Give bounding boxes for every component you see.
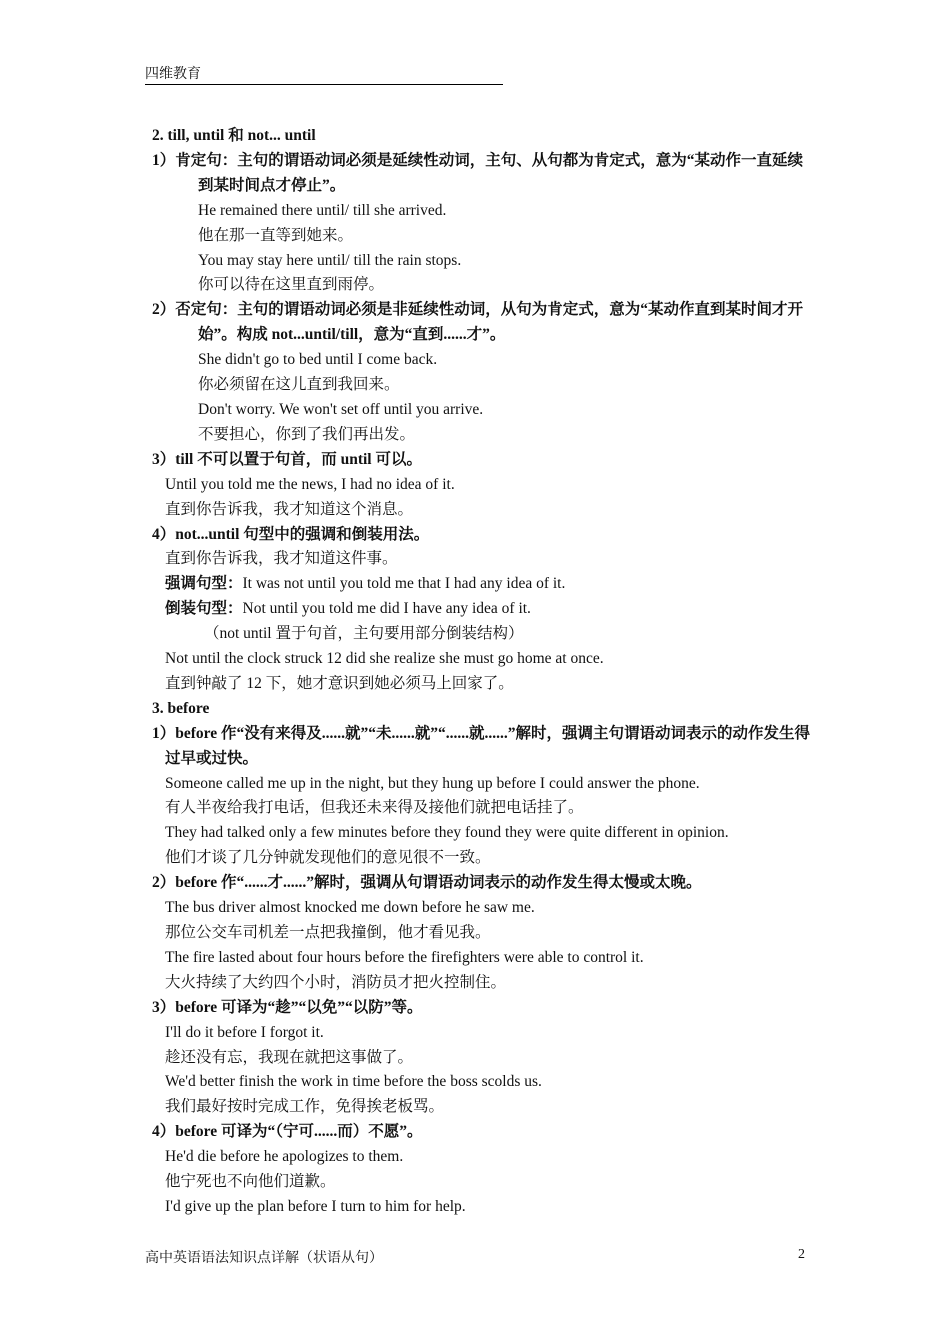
section-heading: 4）before 可译为“（宁可......而）不愿”。 [152,1123,423,1141]
text-line: You may stay here until/ till the rain stops. [198,251,462,269]
text-line: I'd give up the plan before I turn to him for help. [165,1197,466,1215]
text-line: 大火持续了大约四个小时，消防员才把火控制住。 [165,973,507,991]
text-line: The fire lasted about four hours before the firefighters were able to control it. [165,948,644,966]
pattern-label: 倒装句型： [165,600,243,618]
text-line: 你可以待在这里直到雨停。 [198,276,385,294]
text-line [152,572,812,597]
page-number: 2 [798,1247,805,1262]
section-heading: 2. till, until 和 not... until [152,127,316,144]
text-line: Until you told me the news, I had no idea of it. [165,475,455,493]
text-line: 他在那一直等到她来。 [198,226,354,244]
section-heading: 1）肯定句：主句的谓语动词必须是延续性动词，主句、从句都为肯定式，意为“某动作一直延续到某时间点才停止”。 [152,151,804,194]
document-body [152,124,812,1220]
section-heading: 3）before 可译为“趁”“以免”“以防”等。 [152,998,423,1016]
text-line: （not until 置于句首，主句要用部分倒装结构） [204,625,524,643]
header-org: 四维教育 [145,67,201,82]
text-line: He remained there until/ till she arrived. [198,201,447,219]
text-line: 不要担心，你到了我们再出发。 [198,425,416,443]
section-heading: 1）before 作“没有来得及......就”“未......就”“......就......”解时，强调主句谓语动词表示的动作发生得过早或过快。 [152,724,811,767]
section-heading: 2）否定句：主句的谓语动词必须是非延续性动词，从句为肯定式，意为“某动作直到某时间才开始”。构成 not...until/till，意为“直到......才”。 [152,301,804,344]
text-line: 我们最好按时完成工作，免得挨老板骂。 [165,1098,445,1116]
text-line: 直到你告诉我，我才知道这个消息。 [165,500,414,518]
text-line: They had talked only a few minutes before they found they were quite different in opinion. [165,824,729,842]
text-line: She didn't go to bed until I come back. [198,351,438,369]
text-line: The bus driver almost knocked me down before he saw me. [165,899,535,917]
section-heading: 3）till 不可以置于句首，而 until 可以。 [152,450,422,468]
section-heading: 3. before [152,699,210,717]
text-line: Not until the clock struck 12 did she realize she must go home at once. [165,650,604,668]
footer-title: 高中英语语法知识点详解（状语从句） [145,1251,383,1266]
text-line: 他宁死也不向他们道歉。 [165,1173,336,1191]
example-sentence: It was not until you told me that I had any idea of it. [242,575,566,593]
text-line: 他们才谈了几分钟就发现他们的意见很不一致。 [165,849,491,867]
section-heading: 4）not...until 句型中的强调和倒装用法。 [152,525,430,543]
text-line: I'll do it before I forgot it. [165,1023,324,1041]
text-line: 你必须留在这儿直到我回来。 [198,376,400,394]
text-line: 直到你告诉我，我才知道这件事。 [165,550,398,568]
text-line: 趁还没有忘，我现在就把这事做了。 [165,1048,414,1066]
text-line: 有人半夜给我打电话，但我还未来得及接他们就把电话挂了。 [165,799,584,817]
page-header [145,66,503,85]
text-line: 那位公交车司机差一点把我撞倒，他才看见我。 [165,924,491,941]
text-line: We'd better finish the work in time before the boss scolds us. [165,1073,542,1091]
text-line: 直到钟敲了 12 下，她才意识到她必须马上回家了。 [165,674,514,692]
example-sentence: Not until you told me did I have any idea of it. [242,600,531,618]
section-heading: 2）before 作“......才......”解时，强调从句谓语动词表示的动作发生得太慢或太晚。 [152,874,702,892]
text-line: He'd die before he apologizes to them. [165,1148,404,1166]
text-line: Someone called me up in the night, but they hung up before I could answer the phone. [165,774,700,792]
text-line [152,597,812,622]
pattern-label: 强调句型： [165,575,243,593]
text-line: Don't worry. We won't set off until you arrive. [198,400,484,418]
